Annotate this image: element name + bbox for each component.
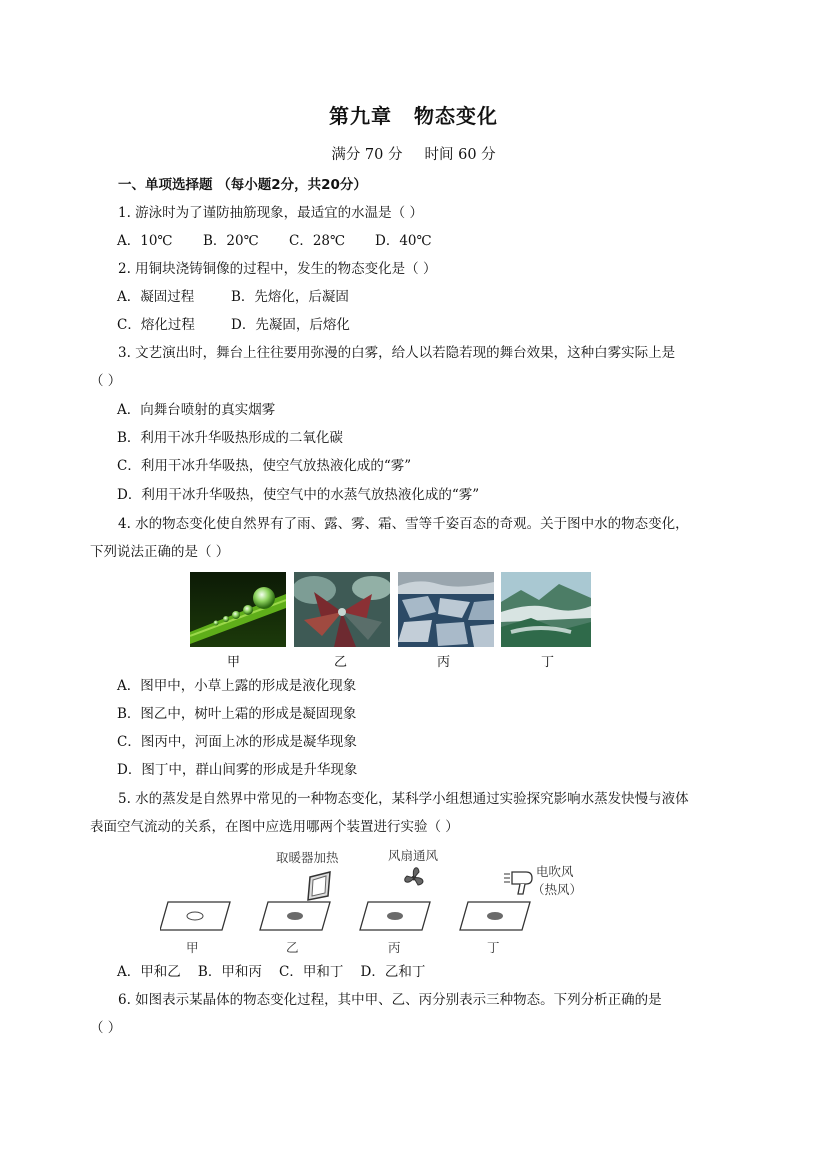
- river-ice-photo: [398, 572, 494, 647]
- q4-option-c: C．图丙中，河面上冰的形成是凝华现象: [117, 734, 357, 750]
- page-title: [0, 100, 827, 129]
- heater-icon: [308, 872, 330, 900]
- q2-option-c: C．熔化过程: [117, 317, 195, 333]
- photo-label-ding: 丁: [541, 655, 555, 670]
- fan-icon: [405, 868, 423, 885]
- q4-option-b: B．图乙中，树叶上霜的形成是凝固现象: [117, 706, 357, 722]
- q1-stem: 1. 游泳时为了谨防抽筋现象，最适宜的水温是（ ）: [118, 205, 423, 221]
- q2-option-a: A．凝固过程: [117, 289, 195, 305]
- chapter-name: 物态变化: [414, 104, 498, 128]
- q4-option-a: A．图甲中，小草上露的形成是液化现象: [117, 678, 357, 694]
- apparatus-label-bing: 丙: [388, 940, 401, 955]
- q4-stem-line1: 4. 水的物态变化使自然界有了雨、露、雾、霜、雪等千姿百态的奇观。关于图中水的物态变化，: [118, 516, 689, 532]
- q3-option-c: C．利用干冰升华吸热，使空气放热液化成的“雾”: [117, 458, 412, 474]
- q3-stem-line1: 3. 文艺演出时，舞台上往往要用弥漫的白雾，给人以若隐若现的舞台效果，这种白雾实际上是: [118, 345, 676, 361]
- q4-stem-line2: 下列说法正确的是（ ）: [90, 544, 230, 560]
- apparatus-label-ding: 丁: [487, 940, 500, 955]
- q1-options: [117, 231, 432, 251]
- heater-label: 取暖器加热: [276, 850, 339, 865]
- q3-option-b: B．利用干冰升华吸热形成的二氧化碳: [117, 430, 343, 446]
- fan-label: 风扇通风: [388, 848, 439, 863]
- q3-stem-line2: （ ）: [90, 373, 122, 389]
- dew-grass-photo: [190, 572, 286, 647]
- frost-leaves-photo: [294, 572, 390, 647]
- q1-option-a: A．10℃: [117, 233, 173, 249]
- q5-options: A．甲和乙 B．甲和丙 C．甲和丁 D．乙和丁: [117, 964, 426, 980]
- q3-option-d: D．利用干冰升华吸热，使空气中的水蒸气放热液化成的“雾”: [117, 487, 480, 503]
- apparatus-label-yi: 乙: [286, 940, 299, 955]
- photo-label-jia: 甲: [227, 655, 241, 670]
- photo-label-bing: 丙: [437, 655, 451, 670]
- q5-stem-line2: 表面空气流动的关系，在图中应选用哪两个装置进行实验（ ）: [90, 819, 459, 835]
- q2-stem: 2. 用铜块浇铸铜像的过程中，发生的物态变化是（ ）: [118, 261, 437, 277]
- q3-option-a: A．向舞台喷射的真实烟雾: [117, 402, 276, 418]
- q6-stem-line1: 6. 如图表示某晶体的物态变化过程，其中甲、乙、丙分别表示三种物态。下列分析正确的是: [118, 992, 662, 1008]
- apparatus-label-jia: 甲: [186, 940, 199, 955]
- chapter-number: 第九章: [329, 104, 392, 128]
- dryer-label: 电吹风: [536, 864, 574, 879]
- q5-stem-line1: 5. 水的蒸发是自然界中常见的一种物态变化，某科学小组想通过实验探究影响水蒸发快慢与液体: [118, 791, 689, 807]
- q1-option-b: B．20℃: [203, 233, 259, 249]
- q4-option-d: D．图丁中，群山间雾的形成是升华现象: [117, 762, 358, 778]
- q2-options-row1: [117, 287, 349, 307]
- q1-option-c: C．28℃: [289, 233, 346, 249]
- q2-option-b: B．先熔化，后凝固: [231, 289, 349, 305]
- mountain-fog-photo: [501, 572, 597, 647]
- section-heading: 一、单项选择题 （每小题2分，共20分）: [118, 177, 367, 193]
- exam-info: [0, 143, 827, 164]
- full-score: 满分 70 分: [331, 147, 403, 163]
- q5-apparatus-diagram: [160, 842, 600, 957]
- dryer-mode-label: （热风）: [532, 882, 583, 897]
- q6-stem-line2: （ ）: [90, 1020, 122, 1036]
- q1-option-d: D．40℃: [375, 233, 432, 249]
- photo-label-yi: 乙: [334, 655, 348, 670]
- q2-options-row2: [117, 315, 350, 335]
- hair-dryer-icon: [504, 872, 532, 894]
- q4-photo-row: [190, 572, 590, 648]
- time-limit: 时间 60 分: [424, 147, 496, 163]
- q2-option-d: D．先凝固，后熔化: [231, 317, 350, 333]
